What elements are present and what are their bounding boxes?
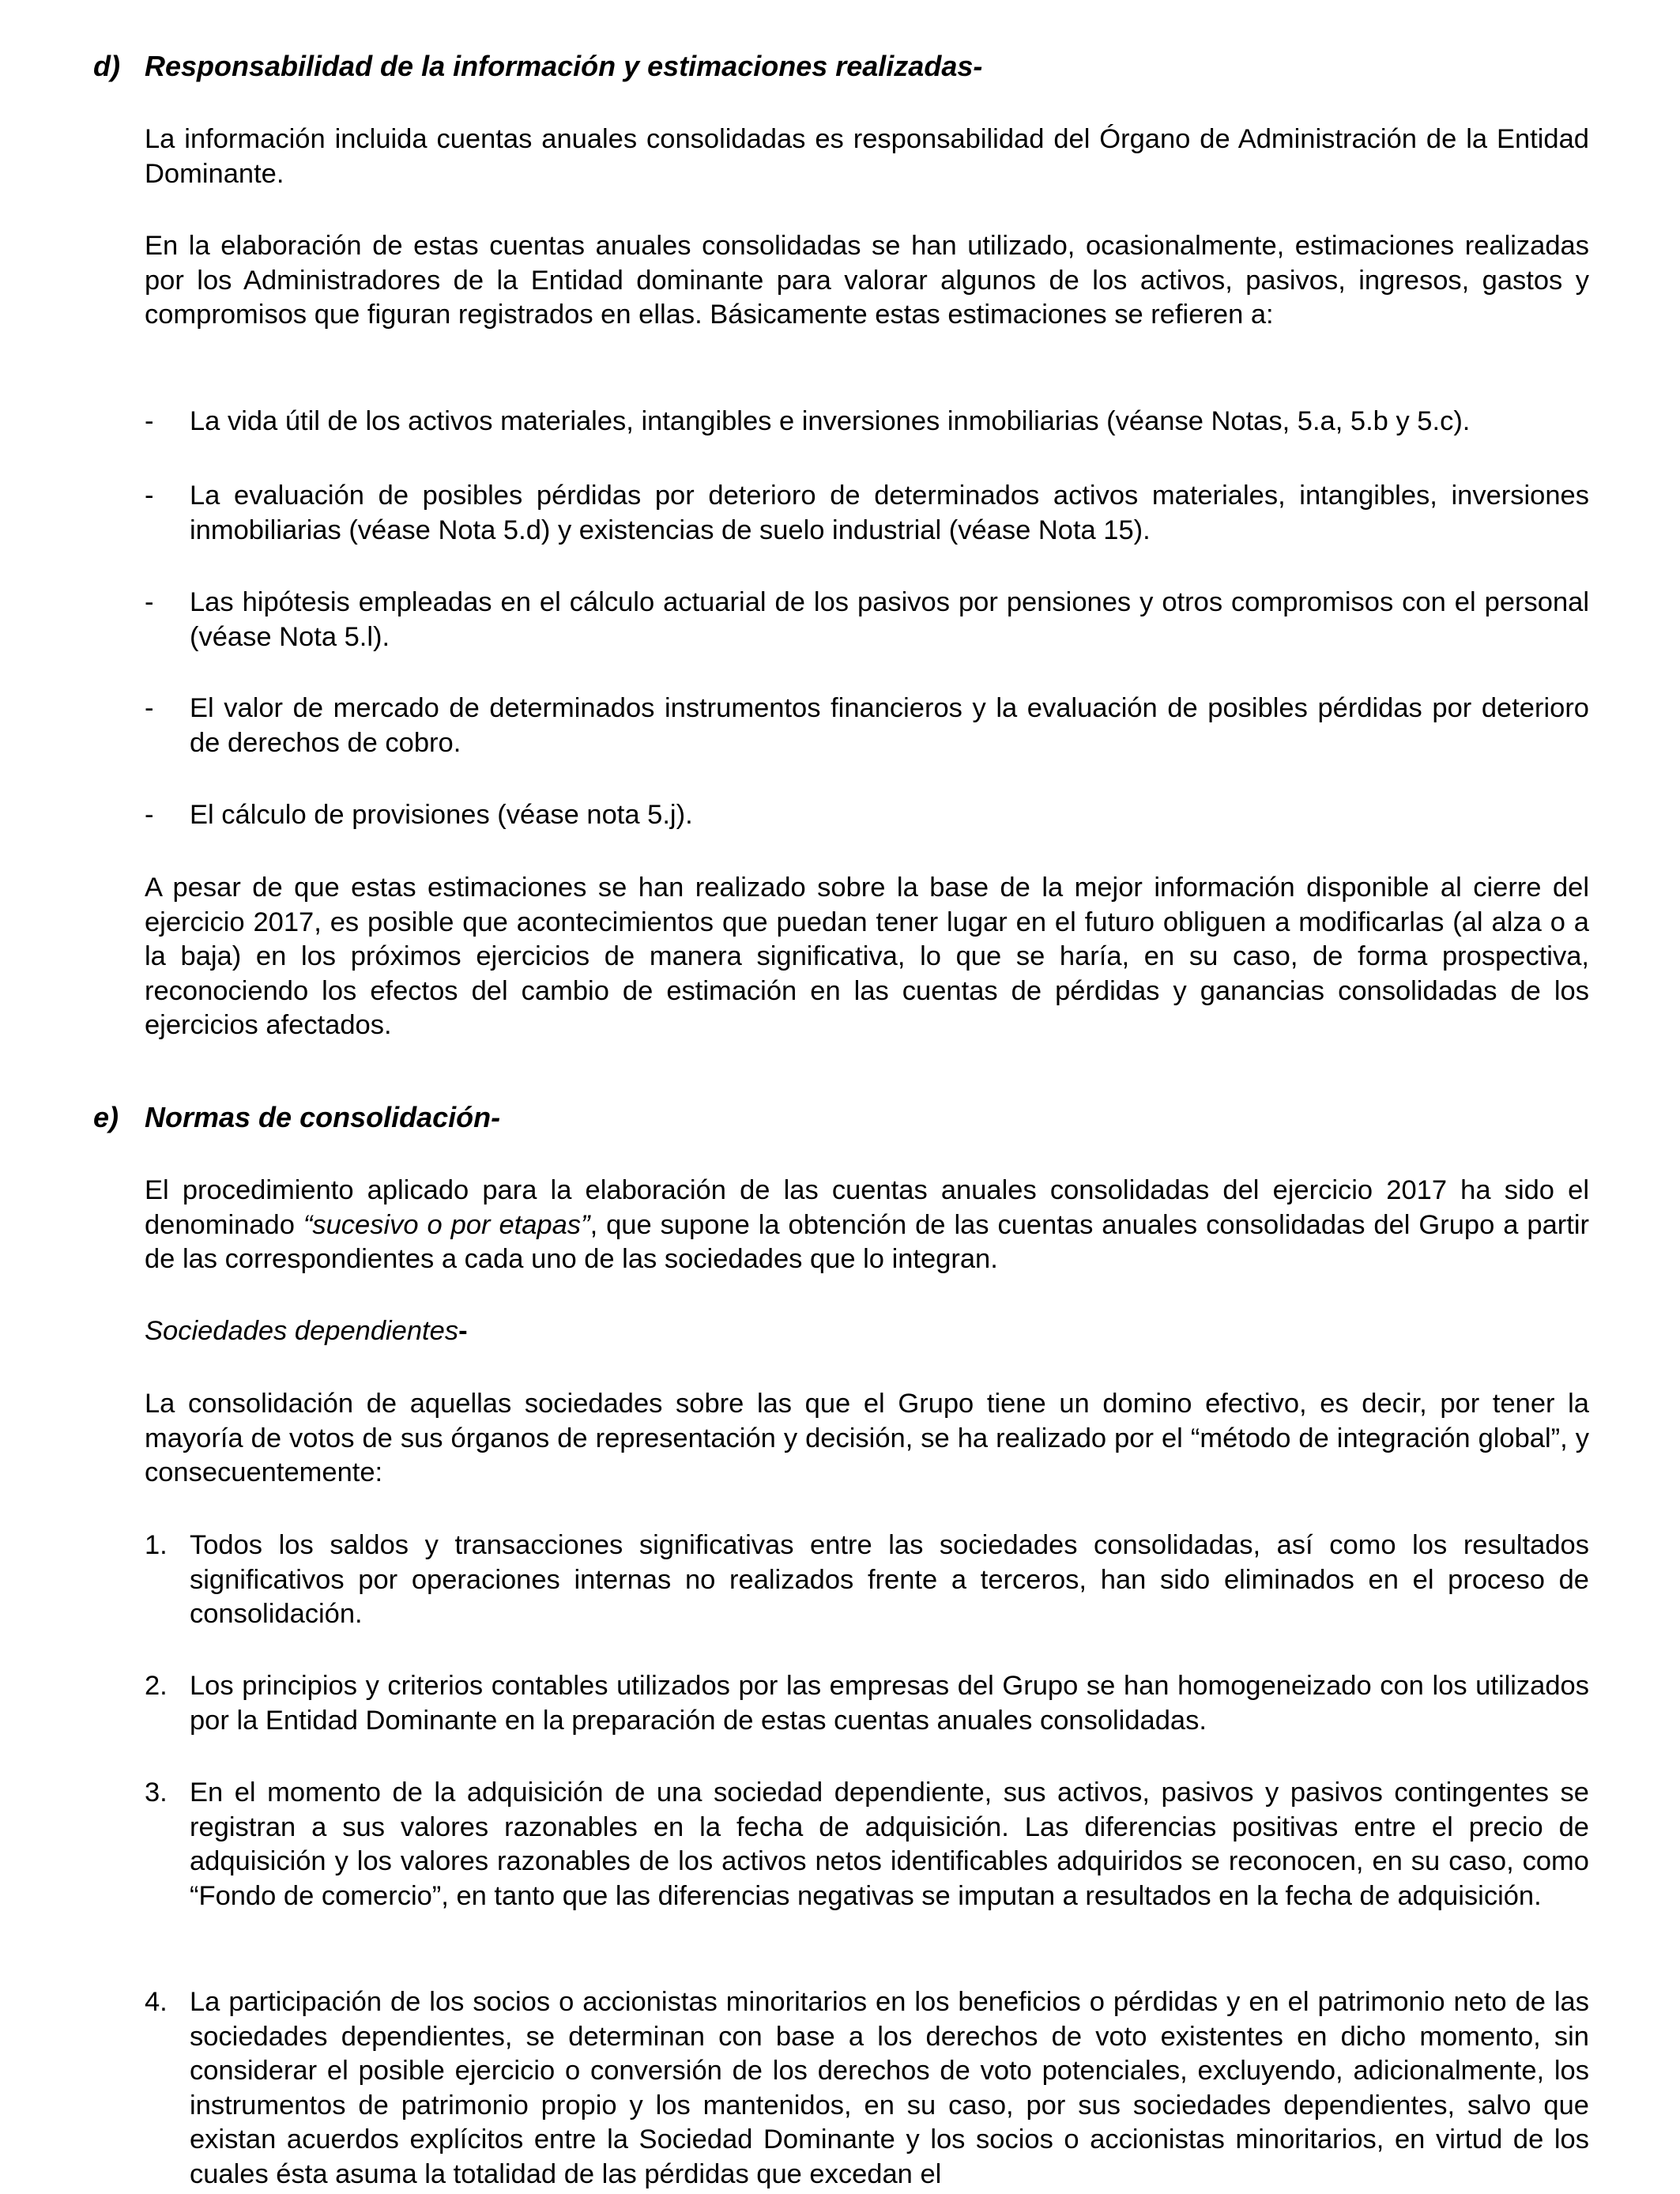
section-d-letter: d)	[93, 50, 120, 82]
list-item	[145, 586, 1589, 654]
section-d-title: Responsabilidad de la información y estimaciones realizadas-	[145, 50, 983, 82]
list-number: 1.	[145, 1530, 168, 1560]
paragraph-text: , que supone la obtención de las cuentas anuales consolidadas del Grupo a partir de las correspondientes a cada uno de las sociedades que lo integran.	[145, 1209, 1589, 1274]
italic-term: “sucesivo o por etapas”	[303, 1209, 590, 1240]
list-text: Todos los saldos y transacciones significativas entre las sociedades consolidadas, así como los resultados significativos por operaciones internas no realizados frente a terceros, han sido eliminados en el proceso de consolidación.	[190, 1530, 1589, 1629]
bullet-text: El cálculo de provisiones (véase nota 5.j).	[190, 800, 693, 830]
bullet-marker: -	[145, 800, 154, 830]
bullet-text: La vida útil de los activos materiales, intangibles e inversiones inmobiliarias (véanse Notas, 5.a, 5.b y 5.c).	[190, 406, 1471, 436]
list-item	[145, 692, 1589, 760]
list-number: 3.	[145, 1777, 168, 1808]
bullet-text: Las hipótesis empleadas en el cálculo actuarial de los pasivos por pensiones y otros compromisos con el personal (véase Nota 5.l).	[190, 587, 1589, 652]
list-number: 4.	[145, 1987, 168, 2017]
list-text: La participación de los socios o accionistas minoritarios en los beneficios o pérdidas y en el patrimonio neto de las sociedades dependientes, se determinan con base a los derechos de voto existentes en dicho momento, sin considerar el posible ejercicio o conversión de los derechos de voto potenciales, excluyendo, adicionalmente, los instrumentos de patrimonio propio y los mantenidos, en su caso, por sus sociedades dependientes, salvo que existan acuerdos explícitos entre la Sociedad Dominante y los socios o accionistas minoritarios, en virtud de los cuales ésta asuma la totalidad de las pérdidas que excedan el	[190, 1987, 1589, 2189]
bullet-marker: -	[145, 481, 154, 511]
list-item	[145, 479, 1589, 548]
list-text: En el momento de la adquisición de una sociedad dependiente, sus activos, pasivos y pasivos contingentes se registran a sus valores razonables en la fecha de adquisición. Las diferencias positivas entre el precio de adquisición y los valores razonables de los activos netos identificables adquiridos se reconocen, en su caso, como “Fondo de comercio”, en tanto que las diferencias negativas se imputan a resultados en la fecha de adquisición.	[190, 1777, 1589, 1911]
list-text: Los principios y criterios contables utilizados por las empresas del Grupo se han homogeneizado con los utilizados por la Entidad Dominante en la preparación de estas cuentas anuales consolidadas.	[190, 1671, 1589, 1736]
subsection-title: Sociedades dependientes	[145, 1316, 459, 1346]
bullet-text: La evaluación de posibles pérdidas por deterioro de determinados activos materiales, intangibles, inversiones inmobiliarias (véase Nota 5.d) y existencias de suelo industrial (véase Nota 15).	[190, 481, 1589, 545]
list-item	[145, 1985, 1589, 2192]
bullet-marker: -	[145, 693, 154, 723]
list-item	[145, 1529, 1589, 1632]
list-item	[145, 1776, 1589, 1913]
subsection-heading	[145, 1314, 468, 1349]
section-e-letter: e)	[93, 1101, 119, 1133]
list-number: 2.	[145, 1671, 168, 1701]
list-item	[145, 1669, 1589, 1738]
section-d-paragraph-1: La información incluida cuentas anuales consolidadas es responsabilidad del Órgano de Administración de la Entidad Dominante.	[145, 124, 1589, 189]
list-item	[145, 798, 1589, 833]
section-e-title: Normas de consolidación-	[145, 1101, 501, 1133]
section-d-paragraph-3: A pesar de que estas estimaciones se han realizado sobre la base de la mejor información disponible al cierre del ejercicio 2017, es posible que acontecimientos que puedan tener lugar en el futuro obliguen a modificarlas (al alza o a la baja) en los próximos ejercicios de manera significativa, lo que se haría, en su caso, de forma prospectiva, reconociendo los efectos del cambio de estimación en las cuentas de pérdidas y ganancias consolidadas de los ejercicios afectados.	[145, 873, 1589, 1040]
subsection-dash: -	[458, 1316, 468, 1346]
section-d-heading	[93, 49, 982, 84]
section-d-paragraph-2: En la elaboración de estas cuentas anuales consolidadas se han utilizado, ocasionalmente, estimaciones realizadas por los Administradores de la Entidad dominante para valorar algunos de los activos, pasivos, ingresos, gastos y compromisos que figuran registrados en ellas. Básicamente estas estimaciones se refieren a:	[145, 231, 1589, 330]
bullet-marker: -	[145, 587, 154, 617]
section-e-paragraph-2: La consolidación de aquellas sociedades sobre las que el Grupo tiene un domino efectivo, es decir, por tener la mayoría de votos de sus órganos de representación y decisión, se ha realizado por el “método de integración global”, y consecuentemente:	[145, 1389, 1589, 1487]
bullet-text: El valor de mercado de determinados instrumentos financieros y la evaluación de posibles pérdidas por deterioro de derechos de cobro.	[190, 693, 1589, 758]
section-e-heading	[93, 1100, 500, 1135]
paragraph-text: El procedimiento aplicado para la elaboración de las cuentas anuales consolidadas del ejercicio 2017 ha sido el denominado	[145, 1175, 1589, 1240]
section-e-paragraph-1	[145, 1174, 1589, 1277]
list-item	[145, 405, 1589, 439]
bullet-marker: -	[145, 406, 154, 436]
